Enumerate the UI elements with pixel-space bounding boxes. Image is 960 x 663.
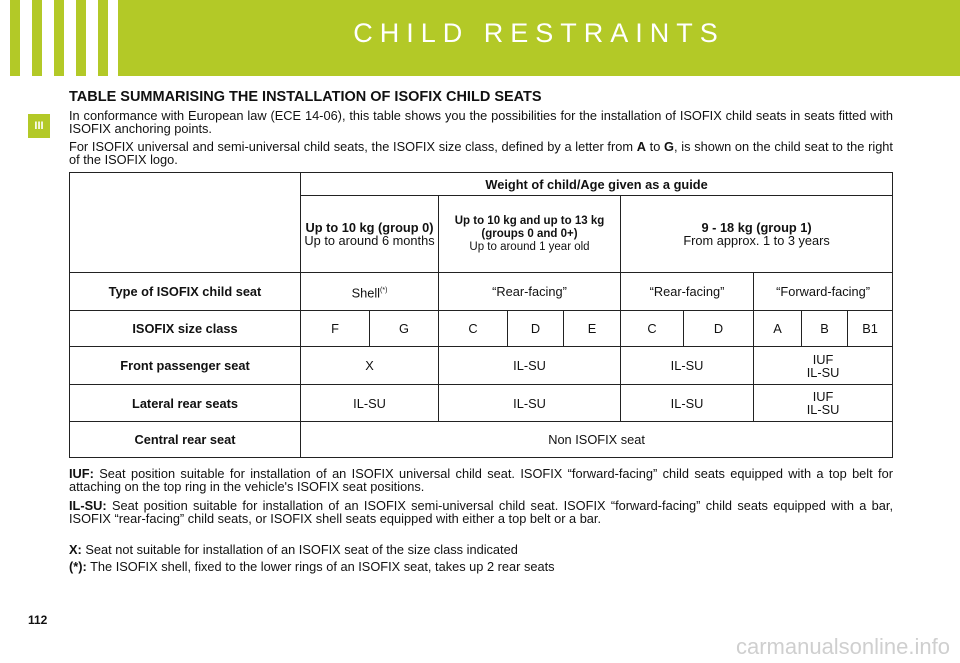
size-cell: D: [508, 311, 564, 347]
glossary-shell: [69, 560, 893, 573]
size-cell: D: [684, 311, 754, 347]
front-iuf: IUF: [812, 351, 834, 367]
para2-text-1: For ISOFIX universal and semi-universal child seats, the ISOFIX size class, defined by a letter from: [69, 139, 637, 154]
page-title: CHILD RESTRAINTS: [353, 18, 725, 48]
group-1-sub: From approx. 1 to 3 years: [683, 233, 830, 248]
group-0plus-header: [439, 196, 621, 273]
size-cell: B1: [848, 311, 893, 347]
lateral-iuf: IUF: [812, 389, 834, 404]
size-cell: F: [301, 311, 370, 347]
glossary-term: X:: [69, 542, 82, 557]
size-cell: C: [439, 311, 508, 347]
size-cell: G: [370, 311, 439, 347]
glossary-term: IL-SU:: [69, 498, 107, 513]
lateral-value-forward: [754, 385, 893, 422]
header-banner: [118, 0, 960, 76]
size-label: ISOFIX size class: [70, 311, 301, 347]
type-shell: [301, 273, 439, 311]
shell-footnote-mark: (*): [380, 286, 388, 294]
group-0-sub: Up to around 6 months: [304, 233, 435, 248]
central-value: Non ISOFIX seat: [301, 422, 893, 458]
lateral-ilsu: IL-SU: [806, 402, 840, 417]
letter-a: A: [636, 139, 646, 154]
intro-paragraph: In conformance with European law (ECE 14-06), this table shows you the possibilities for the installation of ISOFIX child seats in seats fitted with ISOFIX anchoring points.: [69, 108, 893, 136]
header-decor-bars: [10, 0, 108, 76]
type-shell-label: Shell: [351, 285, 381, 301]
section-tab: III: [28, 114, 50, 138]
page-number: 112: [28, 613, 48, 627]
glossary-text: Seat position suitable for installation of an ISOFIX semi-universal child seat. ISOFIX “forward-facing” child seats equipped with a bar, ISOFIX “rear-facing” child seats, or ISOFIX shell seats equipped with either a top belt or a bar.: [69, 498, 893, 526]
glossary-x: [69, 543, 893, 556]
group-0-title: Up to 10 kg (group 0): [305, 220, 434, 235]
glossary-iuf: [69, 467, 893, 493]
weight-header: Weight of child/Age given as a guide: [301, 173, 893, 196]
group-0-header: [301, 196, 439, 273]
glossary-term: (*):: [69, 559, 87, 574]
glossary-term: IUF:: [69, 466, 94, 481]
isofix-table: [69, 172, 893, 458]
type-rear-facing-1: “Rear-facing”: [439, 273, 621, 311]
corner-cell: [70, 173, 301, 273]
type-forward-facing: “Forward-facing”: [754, 273, 893, 311]
glossary-text: Seat not suitable for installation of an ISOFIX seat of the size class indicated: [81, 542, 518, 557]
lateral-value: IL-SU: [621, 385, 754, 422]
lateral-value: IL-SU: [439, 385, 621, 422]
front-ilsu: IL-SU: [806, 364, 840, 380]
type-label: Type of ISOFIX child seat: [70, 273, 301, 311]
watermark: carmanualsonline.info: [735, 634, 950, 659]
size-cell: B: [802, 311, 848, 347]
row-label-front: Front passenger seat: [70, 347, 301, 385]
section-heading: TABLE SUMMARISING THE INSTALLATION OF ISOFIX CHILD SEATS: [69, 89, 542, 105]
front-value: IL-SU: [621, 347, 754, 385]
glossary-text: Seat position suitable for installation of an ISOFIX universal child seat. ISOFIX “forward-facing” child seats equipped with a top belt for attaching on the top ring in the vehicle's ISOFIX seat positions.: [69, 466, 893, 494]
front-value: X: [301, 347, 439, 385]
front-value: IL-SU: [439, 347, 621, 385]
size-cell: A: [754, 311, 802, 347]
row-label-central: Central rear seat: [70, 422, 301, 458]
size-cell: E: [564, 311, 621, 347]
letter-g: G: [664, 139, 675, 154]
para2-text-2: to: [645, 139, 665, 154]
size-class-paragraph: [69, 140, 893, 166]
front-value-forward: [754, 347, 893, 385]
size-cell: C: [621, 311, 684, 347]
type-rear-facing-2: “Rear-facing”: [621, 273, 754, 311]
para2-text-3: , is shown on the child seat to the right of the ISOFIX logo.: [69, 139, 893, 167]
glossary-text: The ISOFIX shell, fixed to the lower rings of an ISOFIX seat, takes up 2 rear seats: [86, 559, 555, 574]
group-0plus-title: Up to 10 kg and up to 13 kg (groups 0 and 0+): [454, 214, 605, 240]
group-0plus-sub: Up to around 1 year old: [469, 240, 590, 253]
row-label-lateral: Lateral rear seats: [70, 385, 301, 422]
group-1-title: 9 - 18 kg (group 1): [701, 220, 812, 235]
group-1-header: [621, 196, 893, 273]
lateral-value: IL-SU: [301, 385, 439, 422]
glossary-ilsu: [69, 499, 893, 525]
